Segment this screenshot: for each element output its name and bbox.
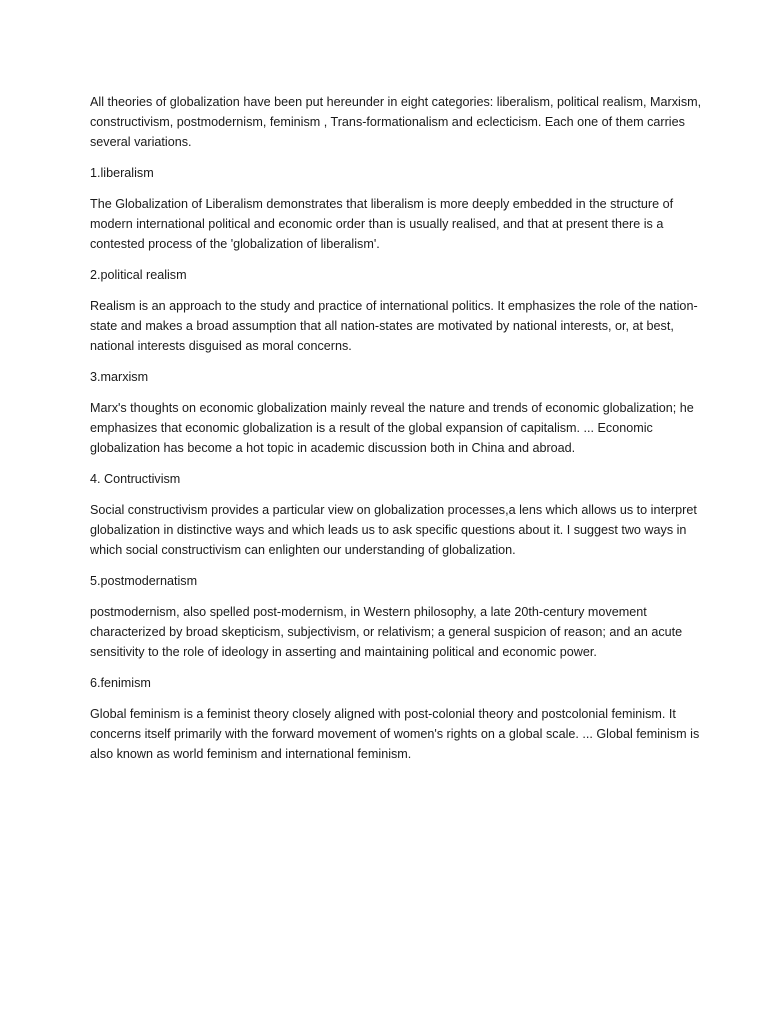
section-heading-marxism: 3.marxism [90, 370, 149, 384]
intro-paragraph: All theories of globalization have been put hereunder in eight categories: liberalism, political realism, Marxism, constructivism, postmodernism, feminism , Trans-formationalism and eclecticism. Each one of them carries several variations. [90, 95, 702, 149]
section-body-feminism: Global feminism is a feminist theory closely aligned with post-colonial theory and postcolonial feminism. It concerns itself primarily with the forward movement of women's rights on a global scale. ... Global feminism is also known as world feminism and international feminism. [90, 707, 700, 761]
document-page [90, 92, 702, 775]
section-heading-political-realism: 2.political realism [90, 268, 187, 282]
section-heading-feminism: 6.fenimism [90, 676, 151, 690]
section-body-marxism: Marx's thoughts on economic globalization mainly reveal the nature and trends of economic globalization; he emphasizes that economic globalization is a result of the global expansion of capitalism. ... Economic globalization has become a hot topic in academic discussion both in China and abroad. [90, 401, 694, 455]
section-body-postmodernism: postmodernism, also spelled post-modernism, in Western philosophy, a late 20th-century movement characterized by broad skepticism, subjectivism, or relativism; a general suspicion of reason; and an acute sensitivity to the role of ideology in asserting and maintaining political and economic power. [90, 605, 683, 659]
section-body-constructivism: Social constructivism provides a particular view on globalization processes,a lens which allows us to interpret globalization in distinctive ways and which leads us to ask specific questions about it. I suggest two ways in which social constructivism can enlighten our understanding of globalization. [90, 503, 697, 557]
section-heading-postmodernism: 5.postmodernatism [90, 574, 198, 588]
section-body-liberalism: The Globalization of Liberalism demonstrates that liberalism is more deeply embedded in the structure of modern international political and economic order than is usually realised, and that at present there is a contested process of the 'globalization of liberalism'. [90, 197, 674, 251]
section-body-political-realism: Realism is an approach to the study and practice of international politics. It emphasizes the role of the nation-state and makes a broad assumption that all nation-states are motivated by national interests, or, at best, national interests disguised as moral concerns. [90, 299, 698, 353]
section-heading-liberalism: 1.liberalism [90, 166, 154, 180]
section-heading-constructivism: 4. Contructivism [90, 472, 181, 486]
